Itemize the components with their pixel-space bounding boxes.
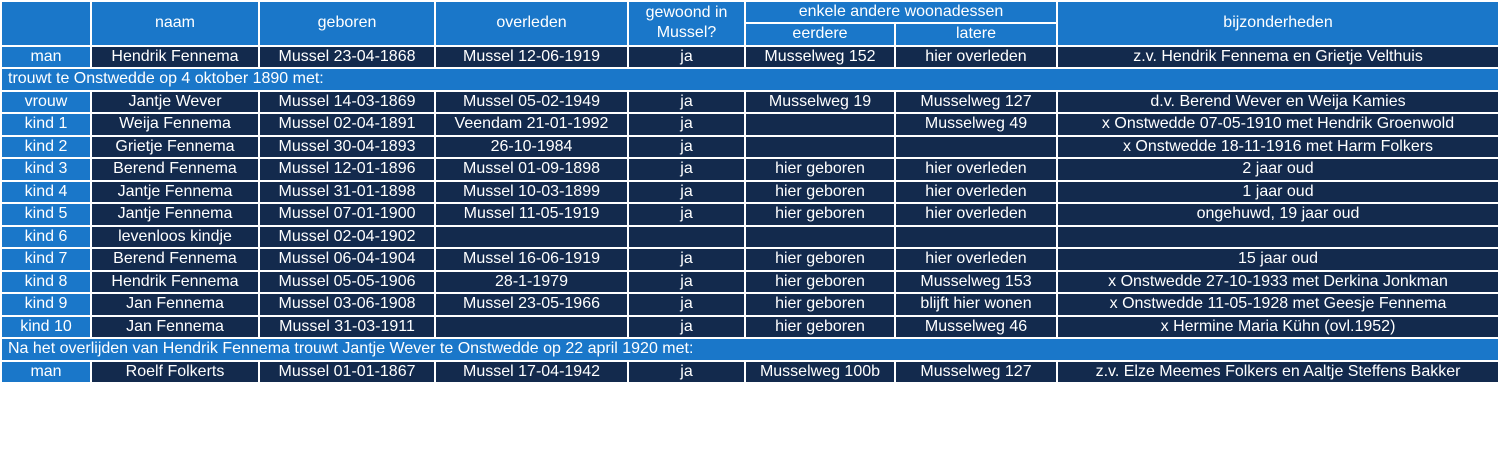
table-body	[2, 47, 1498, 383]
earlier-address-cell: hier geboren	[746, 317, 894, 338]
table-row	[2, 182, 1498, 203]
header-gewoond-line2: Mussel?	[656, 24, 717, 42]
earlier-address-cell: Musselweg 100b	[746, 362, 894, 383]
later-address-cell: hier overleden	[896, 249, 1056, 270]
role-cell: kind 9	[2, 294, 90, 315]
name-cell: Roelf Folkerts	[92, 362, 258, 383]
lived-in-mussel-cell: ja	[629, 114, 744, 135]
details-cell: 2 jaar oud	[1058, 159, 1498, 180]
born-cell: Mussel 02-04-1891	[260, 114, 434, 135]
earlier-address-cell: Musselweg 152	[746, 47, 894, 68]
later-address-cell: Musselweg 46	[896, 317, 1056, 338]
earlier-address-cell: hier geboren	[746, 182, 894, 203]
details-cell: ongehuwd, 19 jaar oud	[1058, 204, 1498, 225]
died-cell: Veendam 21-01-1992	[436, 114, 627, 135]
role-cell: kind 6	[2, 227, 90, 248]
section-text: trouwt te Onstwedde op 4 oktober 1890 met:	[2, 69, 1498, 90]
details-cell: x Onstwedde 07-05-1910 met Hendrik Groenwold	[1058, 114, 1498, 135]
born-cell: Mussel 07-01-1900	[260, 204, 434, 225]
name-cell: Jantje Fennema	[92, 182, 258, 203]
lived-in-mussel-cell: ja	[629, 182, 744, 203]
born-cell: Mussel 06-04-1904	[260, 249, 434, 270]
lived-in-mussel-cell: ja	[629, 362, 744, 383]
header-gewoond	[629, 2, 744, 45]
header-overleden: overleden	[436, 2, 627, 45]
role-cell: kind 10	[2, 317, 90, 338]
details-cell: z.v. Elze Meemes Folkers en Aaltje Steffens Bakker	[1058, 362, 1498, 383]
died-cell: Mussel 12-06-1919	[436, 47, 627, 68]
role-cell: kind 2	[2, 137, 90, 158]
details-cell: 15 jaar oud	[1058, 249, 1498, 270]
role-cell: man	[2, 47, 90, 68]
table-row	[2, 362, 1498, 383]
later-address-cell: Musselweg 153	[896, 272, 1056, 293]
died-cell	[436, 317, 627, 338]
table-row	[2, 317, 1498, 338]
earlier-address-cell: hier geboren	[746, 249, 894, 270]
role-cell: kind 4	[2, 182, 90, 203]
lived-in-mussel-cell: ja	[629, 272, 744, 293]
name-cell: Jantje Wever	[92, 92, 258, 113]
born-cell: Mussel 01-01-1867	[260, 362, 434, 383]
earlier-address-cell	[746, 227, 894, 248]
lived-in-mussel-cell: ja	[629, 47, 744, 68]
earlier-address-cell: hier geboren	[746, 159, 894, 180]
section-row	[2, 339, 1498, 360]
table-row	[2, 114, 1498, 135]
name-cell: Jantje Fennema	[92, 204, 258, 225]
lived-in-mussel-cell: ja	[629, 137, 744, 158]
died-cell: Mussel 10-03-1899	[436, 182, 627, 203]
earlier-address-cell	[746, 137, 894, 158]
later-address-cell: hier overleden	[896, 159, 1056, 180]
earlier-address-cell	[746, 114, 894, 135]
header-latere: latere	[896, 24, 1056, 45]
lived-in-mussel-cell: ja	[629, 204, 744, 225]
table-row	[2, 159, 1498, 180]
details-cell: x Onstwedde 18-11-1916 met Harm Folkers	[1058, 137, 1498, 158]
later-address-cell: Musselweg 127	[896, 362, 1056, 383]
lived-in-mussel-cell: ja	[629, 159, 744, 180]
name-cell: Berend Fennema	[92, 159, 258, 180]
later-address-cell: Musselweg 127	[896, 92, 1056, 113]
name-cell: Berend Fennema	[92, 249, 258, 270]
lived-in-mussel-cell: ja	[629, 317, 744, 338]
corner-header-cell	[2, 2, 90, 45]
role-cell: kind 3	[2, 159, 90, 180]
details-cell: z.v. Hendrik Fennema en Grietje Velthuis	[1058, 47, 1498, 68]
later-address-cell: hier overleden	[896, 182, 1056, 203]
table-row	[2, 47, 1498, 68]
header-geboren: geboren	[260, 2, 434, 45]
born-cell: Mussel 03-06-1908	[260, 294, 434, 315]
header-andere-woonadressen: enkele andere woonadessen	[746, 2, 1056, 22]
name-cell: Weija Fennema	[92, 114, 258, 135]
name-cell: levenloos kindje	[92, 227, 258, 248]
details-cell: 1 jaar oud	[1058, 182, 1498, 203]
died-cell: Mussel 23-05-1966	[436, 294, 627, 315]
role-cell: vrouw	[2, 92, 90, 113]
details-cell: x Onstwedde 11-05-1928 met Geesje Fennema	[1058, 294, 1498, 315]
header-gewoond-line1: gewoond in	[645, 4, 728, 22]
details-cell: d.v. Berend Wever en Weija Kamies	[1058, 92, 1498, 113]
later-address-cell: hier overleden	[896, 204, 1056, 225]
details-cell: x Hermine Maria Kühn (ovl.1952)	[1058, 317, 1498, 338]
lived-in-mussel-cell: ja	[629, 294, 744, 315]
later-address-cell: blijft hier wonen	[896, 294, 1056, 315]
table-row	[2, 294, 1498, 315]
details-cell	[1058, 227, 1498, 248]
died-cell: Mussel 05-02-1949	[436, 92, 627, 113]
details-cell: x Onstwedde 27-10-1933 met Derkina Jonkman	[1058, 272, 1498, 293]
earlier-address-cell: hier geboren	[746, 294, 894, 315]
header-bijzonderheden: bijzonderheden	[1058, 2, 1498, 45]
lived-in-mussel-cell	[629, 227, 744, 248]
died-cell: 26-10-1984	[436, 137, 627, 158]
earlier-address-cell: hier geboren	[746, 204, 894, 225]
role-cell: kind 1	[2, 114, 90, 135]
lived-in-mussel-cell: ja	[629, 249, 744, 270]
born-cell: Mussel 31-03-1911	[260, 317, 434, 338]
role-cell: man	[2, 362, 90, 383]
later-address-cell	[896, 227, 1056, 248]
section-row	[2, 69, 1498, 90]
earlier-address-cell: Musselweg 19	[746, 92, 894, 113]
later-address-cell	[896, 137, 1056, 158]
name-cell: Jan Fennema	[92, 294, 258, 315]
died-cell: Mussel 16-06-1919	[436, 249, 627, 270]
died-cell: Mussel 17-04-1942	[436, 362, 627, 383]
earlier-address-cell: hier geboren	[746, 272, 894, 293]
born-cell: Mussel 31-01-1898	[260, 182, 434, 203]
name-cell: Hendrik Fennema	[92, 47, 258, 68]
later-address-cell: Musselweg 49	[896, 114, 1056, 135]
born-cell: Mussel 05-05-1906	[260, 272, 434, 293]
name-cell: Hendrik Fennema	[92, 272, 258, 293]
born-cell: Mussel 14-03-1869	[260, 92, 434, 113]
name-cell: Grietje Fennema	[92, 137, 258, 158]
born-cell: Mussel 12-01-1896	[260, 159, 434, 180]
table-row	[2, 137, 1498, 158]
born-cell: Mussel 02-04-1902	[260, 227, 434, 248]
table-row	[2, 92, 1498, 113]
role-cell: kind 8	[2, 272, 90, 293]
table-row	[2, 249, 1498, 270]
born-cell: Mussel 23-04-1868	[260, 47, 434, 68]
header-eerdere: eerdere	[746, 24, 894, 45]
later-address-cell: hier overleden	[896, 47, 1056, 68]
died-cell: Mussel 11-05-1919	[436, 204, 627, 225]
header-naam: naam	[92, 2, 258, 45]
lived-in-mussel-cell: ja	[629, 92, 744, 113]
died-cell	[436, 227, 627, 248]
table-row	[2, 227, 1498, 248]
role-cell: kind 7	[2, 249, 90, 270]
table-row	[2, 272, 1498, 293]
role-cell: kind 5	[2, 204, 90, 225]
table-row	[2, 204, 1498, 225]
name-cell: Jan Fennema	[92, 317, 258, 338]
section-text: Na het overlijden van Hendrik Fennema trouwt Jantje Wever te Onstwedde op 22 april 1920 met:	[2, 339, 1498, 360]
died-cell: 28-1-1979	[436, 272, 627, 293]
born-cell: Mussel 30-04-1893	[260, 137, 434, 158]
died-cell: Mussel 01-09-1898	[436, 159, 627, 180]
